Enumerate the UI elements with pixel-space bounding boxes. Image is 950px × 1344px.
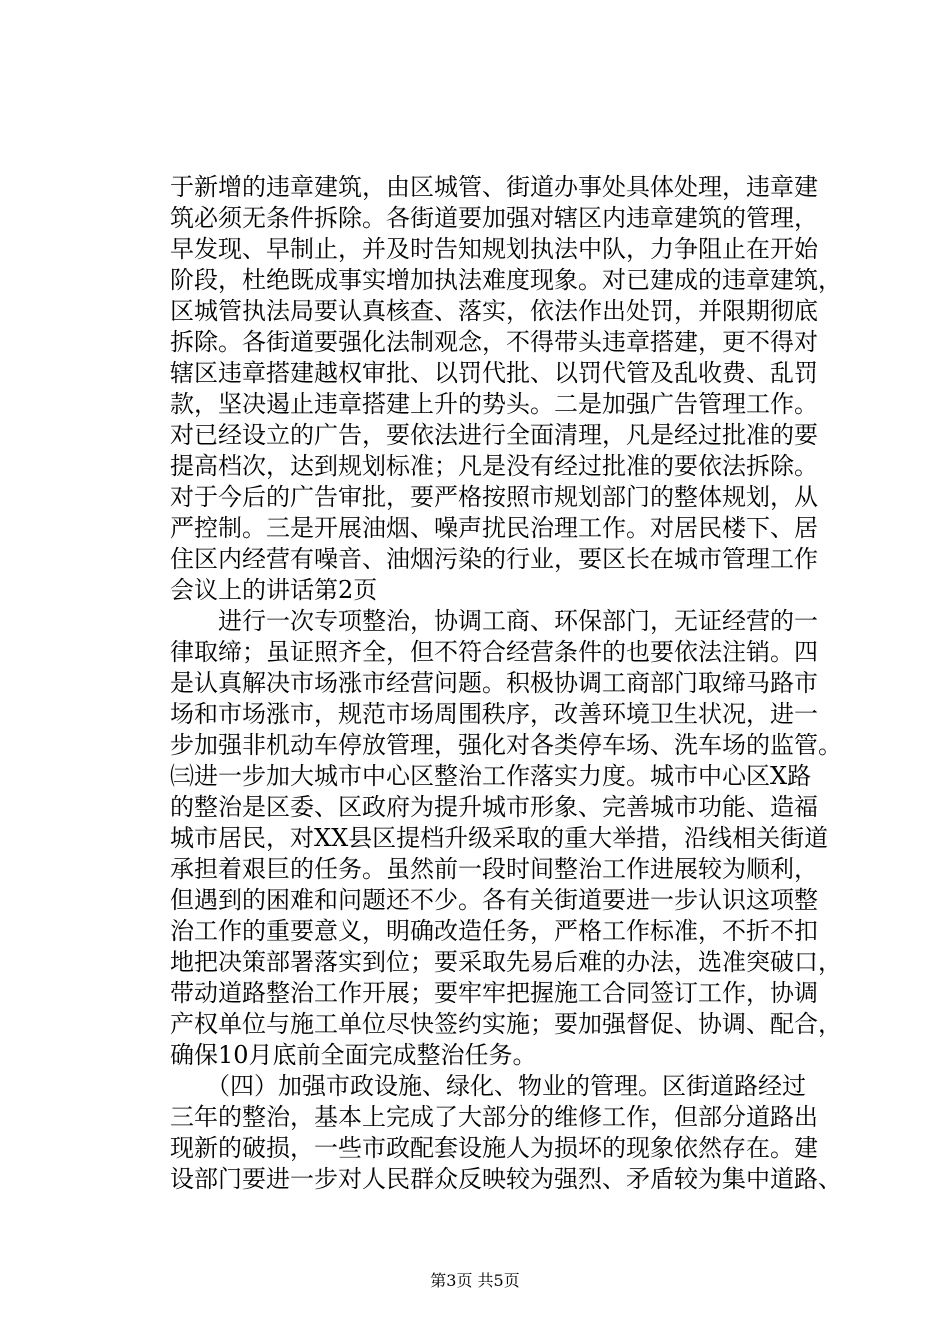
text-line: 住区内经营有噪音、油烟污染的行业，要区长在城市管理工作 [170,545,818,573]
text-line: 区城管执法局要认真核查、落实，依法作出处罚，并限期彻底 [170,297,818,325]
text-line: 款，坚决遏止违章搭建上升的势头。二是加强广告管理工作。 [170,390,818,418]
text-line: 但遇到的困难和问题还不少。各有关街道要进一步认识这项整 [170,886,818,914]
text-line: 现新的破损，一些市政配套设施人为损坏的现象依然存在。建 [170,1134,818,1162]
text-line: 三年的整治，基本上完成了大部分的维修工作，但部分道路出 [170,1103,818,1131]
text-line: 设部门要进一步对人民群众反映较为强烈、矛盾较为集中道路、 [170,1165,842,1193]
text-line: 会议上的讲话第2页 [170,576,378,604]
text-line: 于新增的违章建筑，由区城管、街道办事处具体处理，违章建 [170,173,818,201]
text-line: 是认真解决市场涨市经营问题。积极协调工商部门取缔马路市 [170,669,818,697]
text-line: 拆除。各街道要强化法制观念，不得带头违章搭建，更不得对 [170,328,818,356]
text-line: 确保10月底前全面完成整治任务。 [170,1041,537,1069]
text-line: 治工作的重要意义，明确改造任务，严格工作标准，不折不扣 [170,917,818,945]
page-footer: 第3页 共5页 [430,1271,520,1290]
text-line: 产权单位与施工单位尽快签约实施；要加强督促、协调、配合， [170,1010,842,1038]
text-line: 的整治是区委、区政府为提升城市形象、完善城市功能、造福 [170,793,818,821]
text-line: 带动道路整治工作开展；要牢牢把握施工合同签订工作，协调 [170,979,818,1007]
text-line: 早发现、早制止，并及时告知规划执法中队，力争阻止在开始 [170,235,818,263]
text-line: ㈢进一步加大城市中心区整治工作落实力度。城市中心区X路 [170,762,812,790]
text-line: 步加强非机动车停放管理，强化对各类停车场、洗车场的监管。 [170,731,842,759]
text-line: 承担着艰巨的任务。虽然前一段时间整治工作进展较为顺利， [170,855,818,883]
text-line: 筑必须无条件拆除。各街道要加强对辖区内违章建筑的管理， [170,204,818,232]
text-line: 律取缔；虽证照齐全，但不符合经营条件的也要依法注销。四 [170,638,818,666]
text-line: 辖区违章搭建越权审批、以罚代批、以罚代管及乱收费、乱罚 [170,359,818,387]
text-line: 严控制。三是开展油烟、噪声扰民治理工作。对居民楼下、居 [170,514,818,542]
text-line: 阶段，杜绝既成事实增加执法难度现象。对已建成的违章建筑， [170,266,842,294]
text-line: 地把决策部署落实到位；要采取先易后难的办法，选准突破口， [170,948,842,976]
text-line: 场和市场涨市，规范市场周围秩序，改善环境卫生状况，进一 [170,700,818,728]
document-body [170,172,860,1195]
text-line: 城市居民，对XX县区提档升级采取的重大举措，沿线相关街道 [170,824,829,852]
text-line: 进行一次专项整治，协调工商、环保部门，无证经营的一 [170,607,818,635]
text-line: 对于今后的广告审批，要严格按照市规划部门的整体规划，从 [170,483,818,511]
text-line: （四）加强市政设施、绿化、物业的管理。区街道路经过 [170,1072,806,1100]
text-line: 提高档次，达到规划标准；凡是没有经过批准的要依法拆除。 [170,452,818,480]
text-line: 对已经设立的广告，要依法进行全面清理，凡是经过批准的要 [170,421,818,449]
